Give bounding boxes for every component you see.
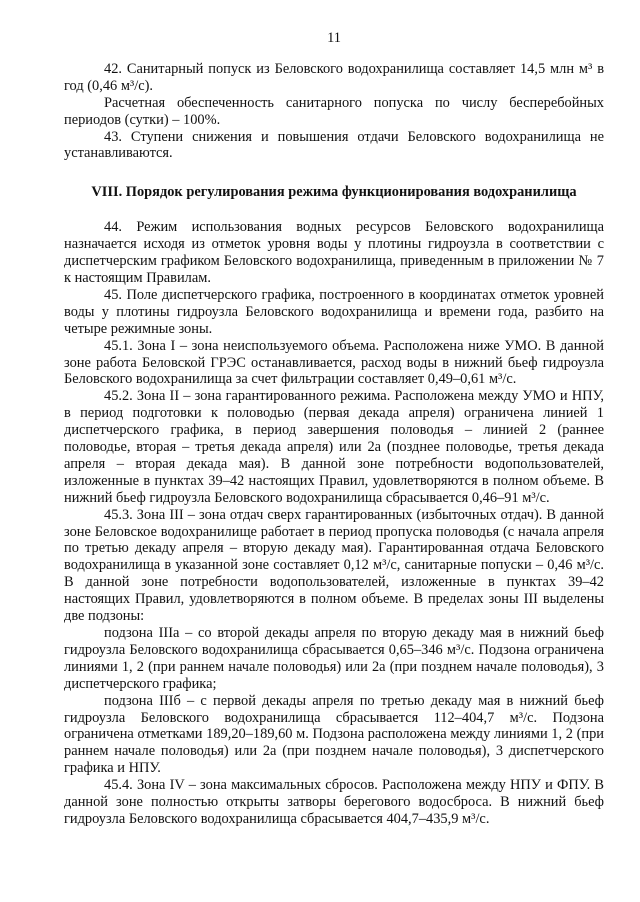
paragraph-42: 42. Санитарный попуск из Беловского водохранилища составляет 14,5 млн м³ в год (0,46 м³/с). — [64, 60, 604, 94]
paragraph-45: 45. Поле диспетчерского графика, построенного в координатах отметок уровней воды у плотины гидроузла Беловского водохранилища и времени года, разбито на четыре режимные зоны. — [64, 286, 604, 337]
paragraph-43: 43. Ступени снижения и повышения отдачи Беловского водохранилища не устанавливаются. — [64, 128, 604, 162]
paragraph-45-2: 45.2. Зона II – зона гарантированного режима. Расположена между УМО и НПУ, в период подготовки к половодью (первая декада апреля) ограничена линией 1 диспетчерского графика, в период завершения половодья – линией 2 (раннее половодье, вторая – третья декада апреля) или 2а (позднее половодье, третья декада апреля – вторая декада мая). В данной зоне потребности водопользователей, изложенные в пунктах 39–42 настоящих Правил, удовлетворяются в полном объеме. В нижний бьеф гидроузла Беловского водохранилища сбрасывается 0,46–91 м³/с. — [64, 388, 604, 506]
paragraph-42-provision: Расчетная обеспеченность санитарного попуска по числу бесперебойных периодов (сутки) – 100%. — [64, 94, 604, 128]
paragraph-45-4: 45.4. Зона IV – зона максимальных сбросов. Расположена между НПУ и ФПУ. В данной зоне полностью открыты затворы берегового водосброса. В нижний бьеф гидроузла Беловского водохранилища сбрасывается 404,7–435,9 м³/с. — [64, 777, 604, 827]
paragraph-45-3: 45.3. Зона III – зона отдач сверх гарантированных (избыточных отдач). В данной зоне Беловское водохранилище работает в период пропуска половодья (с начала апреля по третью декаду апреля – вторую декаду мая). Гарантированная отдача Беловского водохранилища в указанной зоне составляет 0,12 м³/с, санитарные попуски – 0,46 м³/с. В данной зоне потребности водопользователей, изложенные в пунктах 39–42 настоящих Правил, удовлетворяются в полном объеме. В пределах зоны III выделены две подзоны: — [64, 506, 604, 625]
section-heading: VIII. Порядок регулирования режима функционирования водохранилища — [91, 184, 577, 201]
paragraph-45-1: 45.1. Зона I – зона неиспользуемого объема. Расположена ниже УМО. В данной зоне работа Беловской ГРЭС останавливается, расход воды в нижний бьеф гидроузла Беловского водохранилища за счет фильтрации составляет 0,49–0,61 м³/с. — [64, 337, 604, 388]
subzone-3b: подзона IIIб – с первой декады апреля по третью декаду мая в нижний бьеф гидроузла Беловского водохранилища сбрасывается 112–404,7 м³/с. Подзона ограничена отметками 189,20–189,60 м. Подзона расположена между линиями 1, 2 (при раннем начале половодья) или 2а (при позднем начале половодья), 3 диспетчерского графика и НПУ. — [64, 692, 604, 777]
page-number: 11 — [327, 30, 341, 46]
subzone-3a: подзона IIIа – со второй декады апреля по вторую декаду мая в нижний бьеф гидроузла Беловского водохранилища сбрасывается 0,65–346 м³/с. Подзона ограничена линиями 1, 2 (при раннем начале половодья) или 2а (при позднем начале половодья), 3 диспетчерского графика; — [64, 625, 604, 692]
paragraph-44: 44. Режим использования водных ресурсов Беловского водохранилища назначается исходя из отметок уровня воды у плотины гидроузла в соответствии с диспетчерским графиком Беловского водохранилища, приведенным в приложении № 7 к настоящим Правилам. — [64, 219, 604, 286]
